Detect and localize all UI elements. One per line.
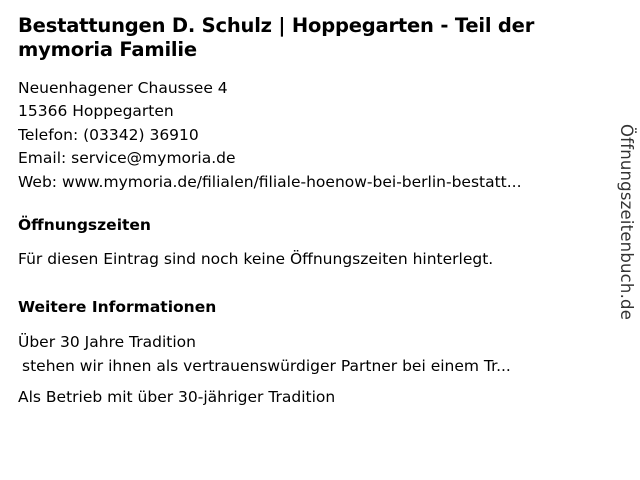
address-street: Neuenhagener Chaussee 4 <box>18 78 228 97</box>
address-block <box>18 77 598 195</box>
email-line: Email: service@mymoria.de <box>18 149 236 168</box>
more-information-heading: Weitere Informationen <box>18 297 217 316</box>
more-information-block <box>18 330 598 409</box>
page-title: Bestattungen D. Schulz | Hoppegarten - Teil der mymoria Familie <box>18 14 535 62</box>
listing-content <box>18 14 598 409</box>
brand-watermark: Öffnungszeitenbuch.de <box>617 124 636 321</box>
address-city: 15366 Hoppegarten <box>18 102 174 121</box>
website-line: Web: www.mymoria.de/filialen/filiale-hoenow-bei-berlin-bestatt... <box>18 172 522 191</box>
info-line: Über 30 Jahre Tradition <box>18 332 196 351</box>
opening-hours-text: Für diesen Eintrag sind noch keine Öffnungszeiten hinterlegt. <box>18 250 494 269</box>
opening-hours-heading: Öffnungszeiten <box>18 216 151 235</box>
phone-line: Telefon: (03342) 36910 <box>18 125 199 144</box>
info-line: stehen wir ihnen als vertrauenswürdiger Partner bei einem Tr... <box>22 356 511 375</box>
info-line: Als Betrieb mit über 30-jähriger Tradition <box>18 387 336 406</box>
